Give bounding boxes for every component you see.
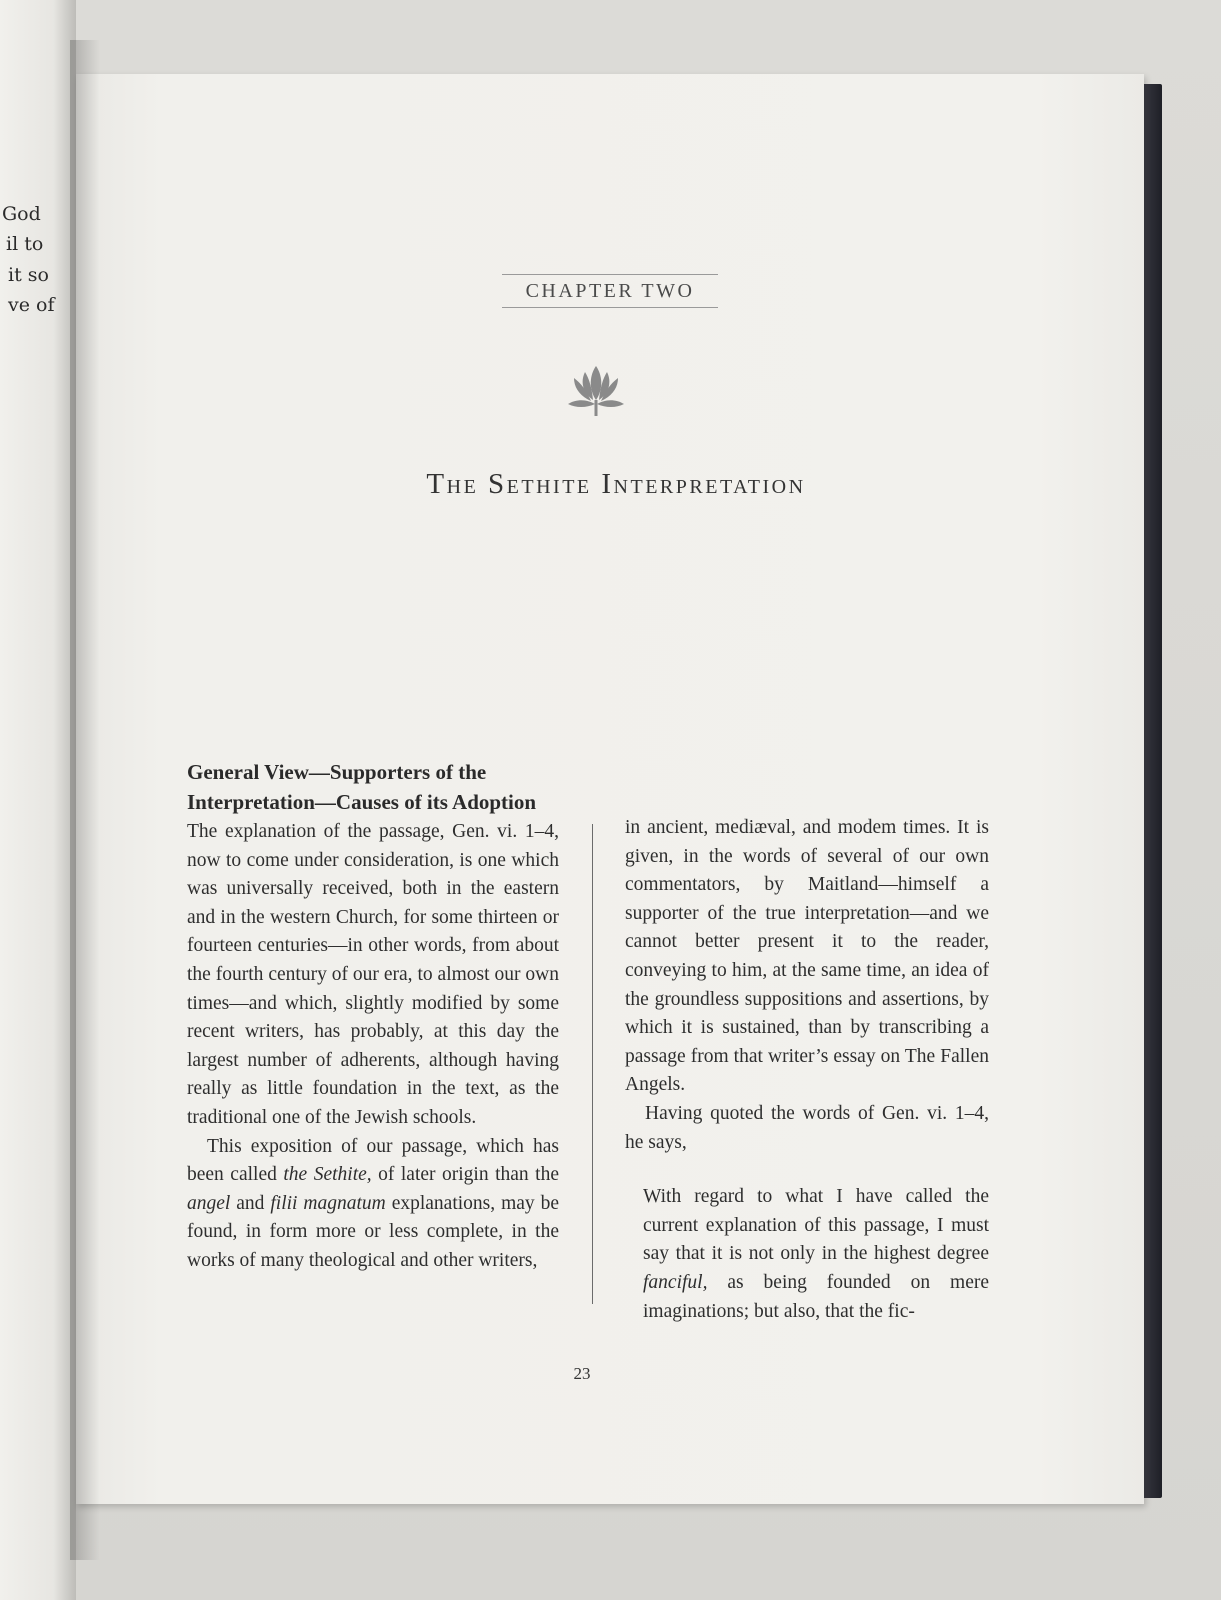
- quote-text: as being founded on mere imaginations; but also, that the fic-: [643, 1271, 989, 1322]
- column-divider: [592, 824, 593, 1304]
- text-column-right: [625, 814, 989, 1326]
- italic-term: angel: [187, 1192, 231, 1214]
- block-quote: [643, 1183, 989, 1326]
- body-text: of later origin than the: [371, 1164, 559, 1186]
- body-paragraph: Having quoted the words of Gen. vi. 1–4, he says,: [625, 1102, 989, 1153]
- page-number: 23: [573, 1364, 591, 1383]
- text-column-left: [187, 818, 559, 1276]
- lotus-ornament-icon: [556, 360, 636, 420]
- right-page: [76, 74, 1144, 1504]
- left-page-fragment: ve of: [8, 294, 55, 316]
- section-heading-line: General View—Supporters of the: [187, 760, 487, 784]
- left-page-fragment: God: [2, 203, 41, 225]
- gutter-shadow: [70, 40, 100, 1560]
- left-page-fragment: it so: [8, 264, 49, 286]
- italic-term: fanciful,: [643, 1271, 708, 1293]
- section-heading-line: Interpretation—Causes of its Adoption: [187, 790, 537, 814]
- left-page-edge: [0, 0, 76, 1600]
- section-heading: [187, 757, 607, 817]
- chapter-title: The Sethite Interpretation: [426, 468, 806, 500]
- body-text: and: [230, 1192, 271, 1214]
- italic-term: filii magnatum: [270, 1192, 386, 1214]
- chapter-label: CHAPTER TWO: [502, 274, 718, 308]
- left-page-fragment: il to: [6, 233, 44, 255]
- italic-term: the Sethite,: [283, 1164, 372, 1186]
- body-paragraph: [187, 1133, 559, 1276]
- quote-text: With regard to what I have called the current explanation of this passage, I must say that it is not only in the highest degree: [643, 1186, 989, 1265]
- body-paragraph: in ancient, mediæval, and modem times. It is given, in the words of several of our own commentators, by Maitland—himself a supporter of the true interpretation—and we cannot better present it to the reader, conveying to him, at the same time, an idea of the groundless suppositions and assertions, by which it is sustained, than by transcribing a passage from that writer’s essay on The Fallen Angels.: [625, 817, 989, 1096]
- body-text: explanations, may be found, in form more or less complete, in the works of many theological and other writers,: [187, 1192, 559, 1271]
- body-text: This exposition of our passage, which has been called: [187, 1135, 559, 1186]
- body-paragraph: The explanation of the passage, Gen. vi. 1–4, now to come under consideration, is one which was universally received, both in the eastern and in the western Church, for some thirteen or fourteen centuries—in other words, from about the fourth century of our era, to almost our own times—and which, slightly modified by some recent writers, has probably, at this day the largest number of adherents, although having really as little foundation in the text, as the traditional one of the Jewish schools.: [187, 821, 559, 1128]
